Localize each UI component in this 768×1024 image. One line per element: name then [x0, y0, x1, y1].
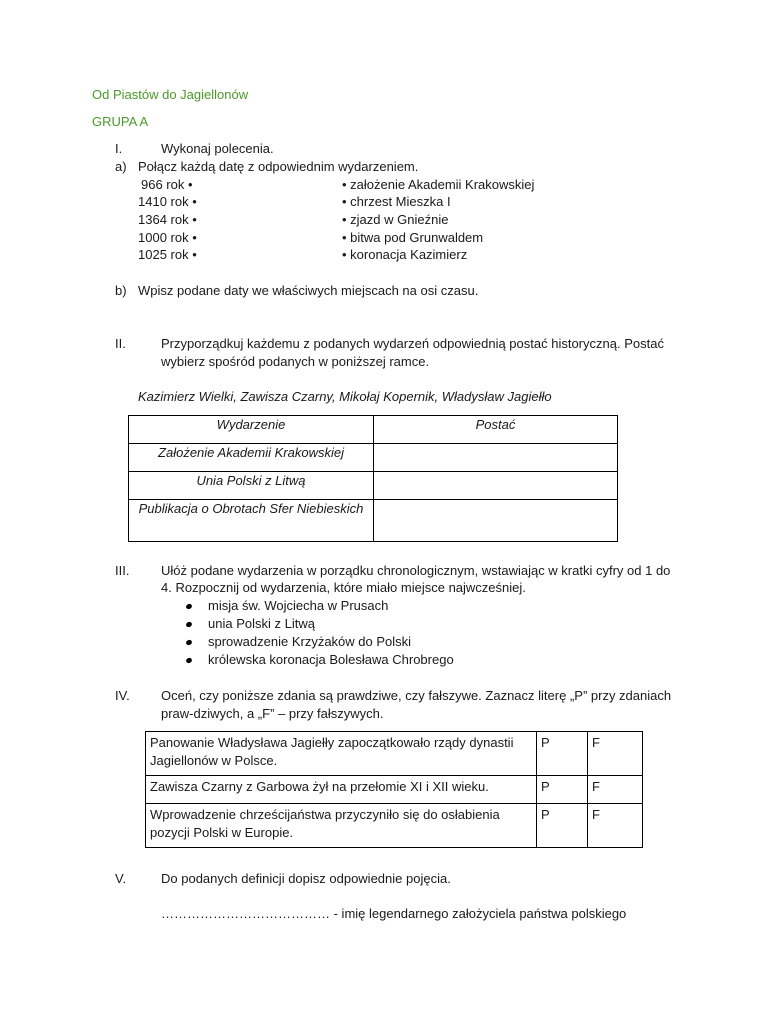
- section-5-number: V.: [115, 871, 127, 886]
- statement-line: Panowanie Władysława Jagiełły zapoczątkowało rządy dynastii: [150, 735, 514, 750]
- bullet-icon: [185, 657, 193, 664]
- person-answer-cell[interactable]: [374, 444, 618, 472]
- table-row: [129, 500, 618, 542]
- true-option[interactable]: P: [537, 776, 588, 804]
- date-item: 1000 rok •: [138, 230, 197, 245]
- section-1-number: I.: [115, 141, 123, 156]
- section-3-number: III.: [115, 563, 130, 578]
- chronology-item: unia Polski z Litwą: [208, 616, 315, 631]
- section-2-line-1: Przyporządkuj każdemu z podanych wydarzeń odpowiednią postać historyczną. Postać: [161, 336, 664, 351]
- event-cell: Założenie Akademii Krakowskiej: [129, 444, 374, 472]
- chronology-item: królewska koronacja Bolesława Chrobrego: [208, 652, 454, 667]
- section-4-number: IV.: [115, 688, 130, 703]
- event-item: • zjazd w Gnieźnie: [342, 212, 449, 227]
- true-option[interactable]: P: [537, 804, 588, 848]
- false-option[interactable]: F: [588, 804, 643, 848]
- statement-line: Zawisza Czarny z Garbowa żył na przełomie XI i XII wieku.: [150, 779, 489, 794]
- statement-cell: [146, 776, 537, 804]
- table-row: [146, 776, 643, 804]
- column-header-person: Postać: [374, 416, 618, 444]
- section-1b-text: Wpisz podane daty we właściwych miejscach na osi czasu.: [138, 283, 479, 298]
- document-title: Od Piastów do Jagiellonów: [92, 87, 249, 102]
- section-1a-text: Połącz każdą datę z odpowiednim wydarzeniem.: [138, 159, 419, 174]
- event-item: • bitwa pod Grunwaldem: [342, 230, 484, 245]
- date-item: 1410 rok •: [138, 194, 197, 209]
- event-item: • chrzest Mieszka I: [342, 194, 451, 209]
- chronology-item: sprowadzenie Krzyżaków do Polski: [208, 634, 412, 649]
- table-row: [129, 472, 618, 500]
- section-4-line-2: praw-dziwych, a „F” – przy fałszywych.: [161, 706, 384, 721]
- table-header-row: [129, 416, 618, 444]
- true-option[interactable]: P: [537, 732, 588, 776]
- date-item: 1364 rok •: [138, 212, 197, 227]
- false-option[interactable]: F: [588, 776, 643, 804]
- statement-line: Wprowadzenie chrześcijaństwa przyczyniło się do osłabienia: [150, 807, 500, 822]
- section-2-number: II.: [115, 336, 126, 351]
- chronology-item: misja św. Wojciecha w Prusach: [208, 598, 389, 613]
- statement-line: pozycji Polski w Europie.: [150, 825, 294, 840]
- event-item: • koronacja Kazimierz: [342, 247, 468, 262]
- date-item: 1025 rok •: [138, 247, 197, 262]
- bullet-icon: [185, 621, 193, 628]
- event-item: • założenie Akademii Krakowskiej: [342, 177, 535, 192]
- table-row: [146, 804, 643, 848]
- section-2-line-2: wybierz spośród podanych w poniższej ramce.: [161, 354, 430, 369]
- section-5-title: Do podanych definicji dopisz odpowiednie pojęcia.: [161, 871, 451, 886]
- statement-cell: [146, 804, 537, 848]
- section-1-title: Wykonaj polecenia.: [161, 141, 274, 156]
- bullet-icon: [185, 639, 193, 646]
- section-3-line-1: Ułóż podane wydarzenia w porządku chronologicznym, wstawiając w kratki cyfry od 1 do: [161, 563, 671, 578]
- statement-line: Jagiellonów w Polsce.: [150, 753, 278, 768]
- section-4-line-1: Oceń, czy poniższe zdania są prawdziwe, czy fałszywe. Zaznacz literę „P” przy zdaniach: [161, 688, 672, 703]
- bullet-icon: [185, 603, 193, 610]
- false-option[interactable]: F: [588, 732, 643, 776]
- group-label: GRUPA A: [92, 114, 149, 129]
- table-row: [129, 444, 618, 472]
- section-1a-label: a): [115, 159, 127, 174]
- event-person-table: [128, 415, 618, 542]
- person-answer-cell[interactable]: [374, 500, 618, 542]
- table-row: [146, 732, 643, 776]
- historical-names-list: Kazimierz Wielki, Zawisza Czarny, Mikołaj Kopernik, Władysław Jagiełło: [138, 389, 552, 404]
- person-answer-cell[interactable]: [374, 472, 618, 500]
- true-false-table: [145, 731, 643, 848]
- section-3-line-2: 4. Rozpocznij od wydarzenia, które miało miejsce najwcześniej.: [161, 580, 526, 595]
- event-cell: Publikacja o Obrotach Sfer Niebieskich: [129, 500, 374, 542]
- definition-1: ………………………………… - imię legendarnego założyciela państwa polskiego: [161, 906, 627, 921]
- section-1b-label: b): [115, 283, 127, 298]
- statement-cell: [146, 732, 537, 776]
- date-item: 966 rok •: [141, 177, 193, 192]
- column-header-event: Wydarzenie: [129, 416, 374, 444]
- event-cell: Unia Polski z Litwą: [129, 472, 374, 500]
